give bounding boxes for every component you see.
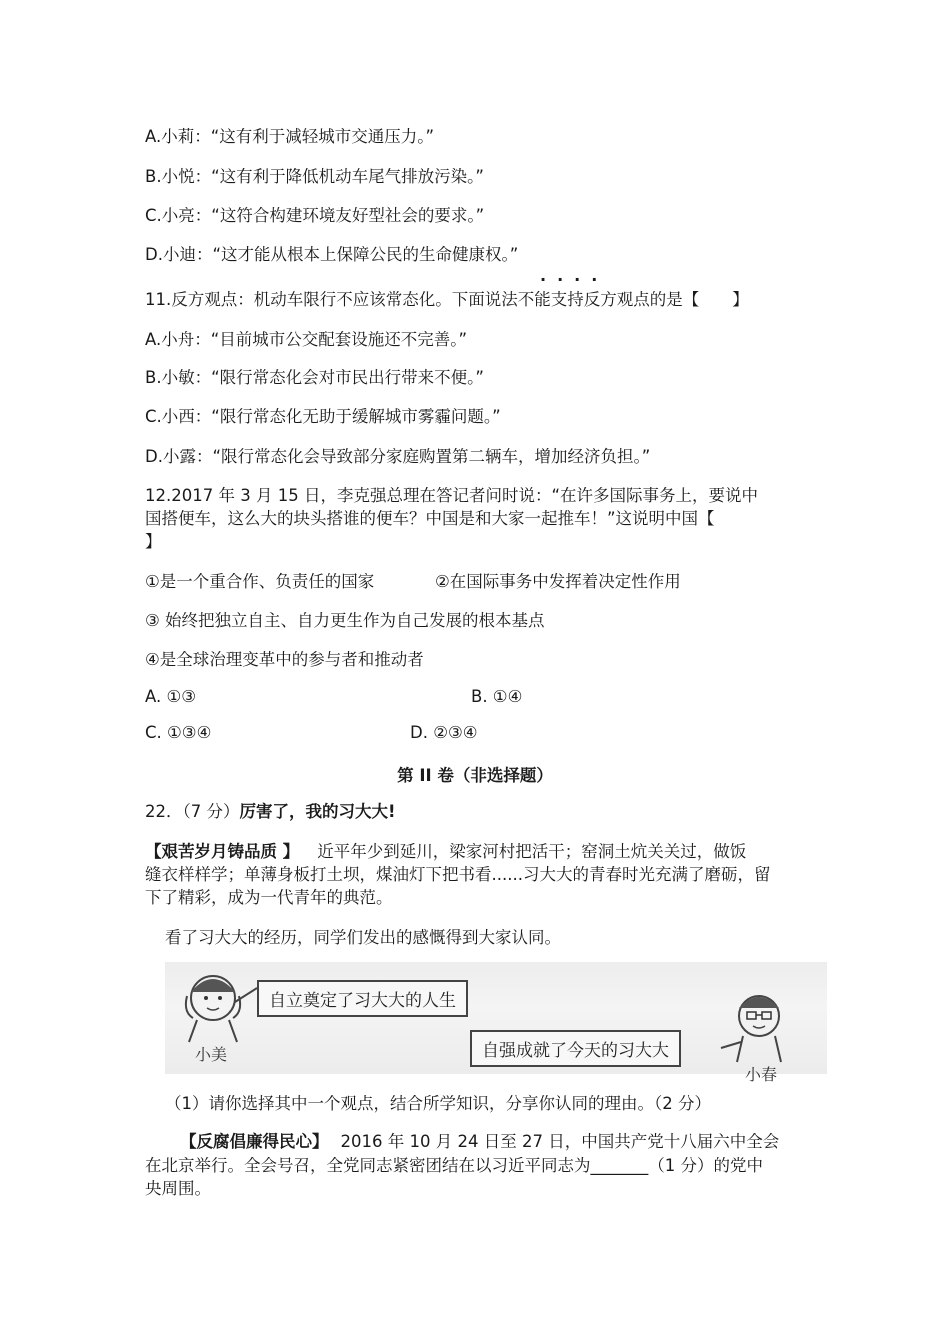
q12-stem-line3: 】 bbox=[145, 532, 162, 551]
q12-stem-line2: 国搭便车，这么大的块头搭谁的便车？中国是和大家一起推车！”这说明中国【 bbox=[145, 509, 715, 528]
part2-text-line3: 央周围。 bbox=[145, 1179, 211, 1198]
boy-illustration bbox=[721, 996, 781, 1062]
q11-option-b: B.小敏：“限行常态化会对市民出行带来不便。” bbox=[145, 368, 484, 387]
q10-option-c: C.小亮：“这符合构建环境友好型社会的要求。” bbox=[145, 206, 485, 225]
part1-text-line1: 近平年少到延川，梁家河村把活干；窑洞土炕关关过，做饭 bbox=[317, 842, 747, 861]
q22-part2-line1 bbox=[180, 1131, 779, 1153]
part2-text-line2: 在北京举行。全会号召，全党同志紧密团结在以习近平同志为_______（1 分）的党中 bbox=[145, 1156, 763, 1175]
name-left: 小美 bbox=[195, 1045, 228, 1064]
q12-option-a: A. ①③ bbox=[145, 687, 197, 706]
q12-item2: ②在国际事务中发挥着决定性作用 bbox=[435, 572, 681, 591]
emphasis-dots: ···· bbox=[540, 270, 609, 289]
part2-text-line1: 2016 年 10 月 24 日至 27 日，中国共产党十八届六中全会 bbox=[340, 1132, 780, 1151]
q12-item4: ④是全球治理变革中的参与者和推动者 bbox=[145, 650, 424, 669]
illustration-figure bbox=[165, 962, 827, 1084]
q22-header bbox=[145, 801, 396, 823]
q12-option-d: D. ②③④ bbox=[410, 723, 478, 742]
q12-option-b: B. ①④ bbox=[471, 687, 523, 706]
name-right: 小春 bbox=[745, 1065, 778, 1084]
q10-option-a: A.小莉：“这有利于减轻城市交通压力。” bbox=[145, 127, 435, 146]
q10-option-b: B.小悦：“这有利于降低机动车尾气排放污染。” bbox=[145, 167, 484, 186]
q11-stem: 11.反方观点：机动车限行不应该常态化。下面说法不能支持反方观点的是【 】 bbox=[145, 290, 749, 309]
q12-item3: ③ 始终把独立自主、自力更生作为自己发展的根本基点 bbox=[145, 611, 545, 630]
q22-part1-line1 bbox=[145, 841, 746, 863]
q10-option-d: D.小迪：“这才能从根本上保障公民的生命健康权。” bbox=[145, 245, 519, 264]
q11-option-a: A.小舟：“目前城市公交配套设施还不完善。” bbox=[145, 330, 468, 349]
part1-text-line3: 下了精彩，成为一代青年的典范。 bbox=[145, 888, 393, 907]
speech-bubble-right: 自强成就了今天的习大大 bbox=[470, 1030, 681, 1067]
q11-option-d: D.小露：“限行常态化会导致部分家庭购置第二辆车，增加经济负担。” bbox=[145, 447, 651, 466]
q22-number: 22．（7 分） bbox=[145, 802, 240, 821]
section-title: 第 II 卷（非选择题） bbox=[397, 766, 553, 785]
q12-item1: ①是一个重合作、负责任的国家 bbox=[145, 572, 375, 591]
girl-illustration bbox=[186, 976, 257, 1042]
part1-heading: 【艰苦岁月铸品质 】 bbox=[145, 842, 300, 861]
q22-title: 厉害了，我的习大大! bbox=[239, 802, 396, 821]
q22-sub1: （1）请你选择其中一个观点，结合所学知识，分享你认同的理由。（2 分） bbox=[165, 1094, 711, 1113]
part1-text-line2: 缝衣样样学；单薄身板打土坝，煤油灯下把书看......习大大的青春时光充满了磨砺，留 bbox=[145, 865, 771, 884]
q12-option-c: C. ①③④ bbox=[145, 723, 212, 742]
q12-stem-line1: 12.2017 年 3 月 15 日，李克强总理在答记者问时说：“在许多国际事务上，要说中 bbox=[145, 486, 758, 505]
speech-bubble-left: 自立奠定了习大大的人生 bbox=[257, 980, 468, 1017]
q11-option-c: C.小西：“限行常态化无助于缓解城市雾霾问题。” bbox=[145, 407, 501, 426]
q22-intro: 看了习大大的经历，同学们发出的感慨得到大家认同。 bbox=[165, 928, 561, 947]
part2-heading: 【反腐倡廉得民心】 bbox=[180, 1132, 329, 1151]
